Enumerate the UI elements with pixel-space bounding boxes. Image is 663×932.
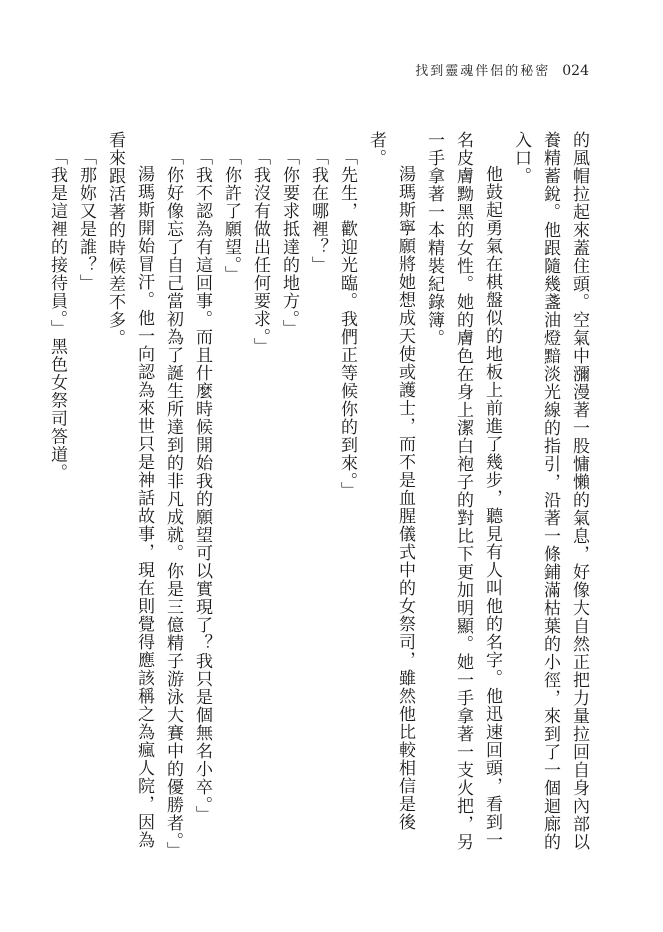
dialogue-line: 「那妳又是誰？」 xyxy=(76,148,96,292)
paragraph: 湯瑪斯開始冒汗。他一向認為來世只是神話故事，現在則覺得應該稱之為瘋人院，因為看來跟活著的時候差不多。 xyxy=(105,131,154,849)
dialogue-line: 「我沒有做出任何要求。」 xyxy=(250,148,270,356)
page-number: 024 xyxy=(562,63,589,79)
paragraph: 的風帽拉起來蓋住頭。空氣中瀰漫著一股慵懶的氣息，好像大自然正把力量拉回自身內部以養精蓄銳。他跟隨幾盞油燈黯淡光線的指引，沿著一條鋪滿枯葉的小徑，來到了一個迴廊的入口。 xyxy=(511,131,589,851)
book-title: 找到靈魂伴侶的秘密 xyxy=(415,64,551,79)
dialogue-line: 「你許了願望。」 xyxy=(221,148,241,284)
vertical-text-body xyxy=(47,131,593,861)
dialogue-line: 「我是這裡的接待員。」黑色女祭司答道。 xyxy=(47,148,67,482)
dialogue-line: 「我不認為有這回事。而且什麼時候開始我的願望可以實現了？我只是個無名小卒。」 xyxy=(192,148,212,824)
dialogue-line: 「先生，歡迎光臨。我們正等候你的到來。」 xyxy=(337,148,357,500)
dialogue-line: 「你要求抵達的地方。」 xyxy=(279,148,299,338)
paragraph: 他鼓起勇氣在棋盤似的地板上前進了幾步，聽見有人叫他的名字。他迅速回頭，看到一名皮膚黝黑的女性。她的膚色在身上潔白袍子的對比下更加明顯。她一手拿著一支火把，另一手拿著一本精裝紀錄簿。 xyxy=(424,131,502,851)
running-header xyxy=(415,60,589,79)
paragraph: 湯瑪斯寧願將她想成天使或護士，而不是血腥儀式中的女祭司，雖然他比較相信是後者。 xyxy=(366,131,415,831)
dialogue-line: 「你好像忘了自己當初為了誕生所達到的非凡成就。你是三億精子游泳大賽中的優勝者。」 xyxy=(163,148,183,860)
dialogue-line: 「我在哪裡？」 xyxy=(308,148,328,274)
